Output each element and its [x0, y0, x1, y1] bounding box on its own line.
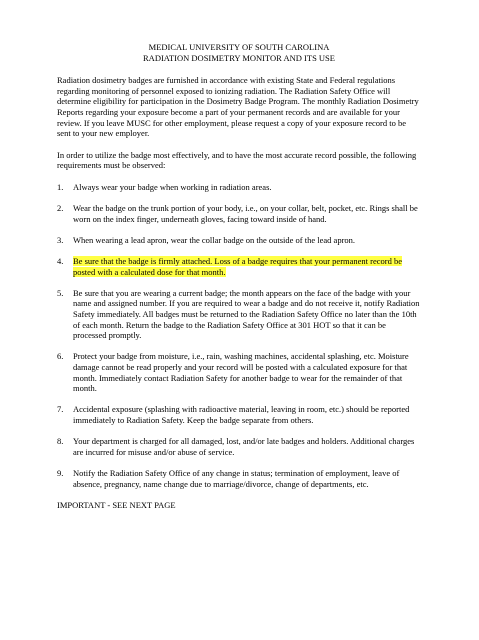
requirement-item [57, 203, 421, 224]
requirement-number: 3. [57, 234, 64, 245]
requirement-item [57, 351, 421, 393]
requirement-number: 2. [57, 203, 64, 214]
requirement-number: 1. [57, 181, 64, 192]
requirement-number: 9. [57, 467, 64, 478]
requirement-item [57, 468, 421, 489]
requirement-item [57, 436, 421, 457]
requirement-number: 7. [57, 404, 64, 415]
requirement-text: Wear the badge on the trunk portion of your body, i.e., on your collar, belt, pocket, etc. Rings shall be worn on the index finger, underneath gloves, facing toward inside of hand. [73, 203, 418, 224]
requirement-text: Notify the Radiation Safety Office of any change in status; termination of employment, leave of absence, pregnancy, name change due to marriage/divorce, change of departments, etc. [73, 467, 400, 489]
requirement-number: 8. [57, 436, 64, 447]
requirement-text: When wearing a lead apron, wear the collar badge on the outside of the lead apron. [73, 234, 356, 245]
requirement-text: Protect your badge from moisture, i.e., rain, washing machines, accidental splashing, etc. Moisture damage cannot be read properly and your record will be posted with a calculated exposure for that month. Immediately contact Radiation Safety for another badge to wear for the remainder of that month. [73, 351, 409, 394]
header-institution: MEDICAL UNIVERSITY OF SOUTH CAROLINA [148, 42, 330, 52]
requirement-number: 6. [57, 351, 64, 362]
requirement-number: 4. [57, 256, 64, 267]
next-page-notice: IMPORTANT - SEE NEXT PAGE [57, 499, 176, 510]
requirement-item [57, 404, 421, 425]
document-header [57, 42, 421, 63]
requirement-text: Be sure that you are wearing a current badge; the month appears on the face of the badge with your name and assigned number. If you are required to wear a badge and do not receive it, notify Radiation Safety immediately. All badges must be returned to the Radiation Safety Office no later than the 10th of each month. Return the badge to the Radiation Safety Office at 301 HOT so that it can be processed promptly. [73, 287, 420, 341]
requirement-text: Accidental exposure (splashing with radioactive material, leaving in room, etc.) should be reported immediately to Radiation Safety. Keep the badge separate from others. [73, 404, 410, 425]
requirement-item [57, 182, 421, 193]
requirement-item [57, 288, 421, 341]
requirement-item-highlighted [57, 256, 421, 277]
requirement-text: Always wear your badge when working in radiation areas. [73, 181, 272, 192]
requirement-number: 5. [57, 287, 64, 298]
requirement-text: Your department is charged for all damaged, lost, and/or late badges and holders. Additional charges are incurred for misuse and/or abuse of service. [73, 436, 415, 457]
requirement-item [57, 235, 421, 246]
header-title: RADIATION DOSIMETRY MONITOR AND ITS USE [143, 52, 335, 63]
requirements-list [57, 182, 421, 489]
requirements-intro: In order to utilize the badge most effectively, and to have the most accurate record possible, the following requirements must be observed: [57, 149, 417, 171]
highlighted-requirement-text: Be sure that the badge is firmly attached. Loss of a badge requires that your permanent record be posted with a calculated dose for that month. [73, 256, 403, 277]
intro-paragraph: Radiation dosimetry badges are furnished in accordance with existing State and Federal regulations regarding monitoring of personnel exposed to ionizing radiation. The Radiation Safety Office will determine eligibility for participation in the Dosimetry Badge Program. The monthly Radiation Dosimetry Reports regarding your exposure become a part of your permanent records and are available for your review. If you leave MUSC for other employment, please request a copy of your exposure record to be sent to your new employer. [57, 75, 419, 139]
